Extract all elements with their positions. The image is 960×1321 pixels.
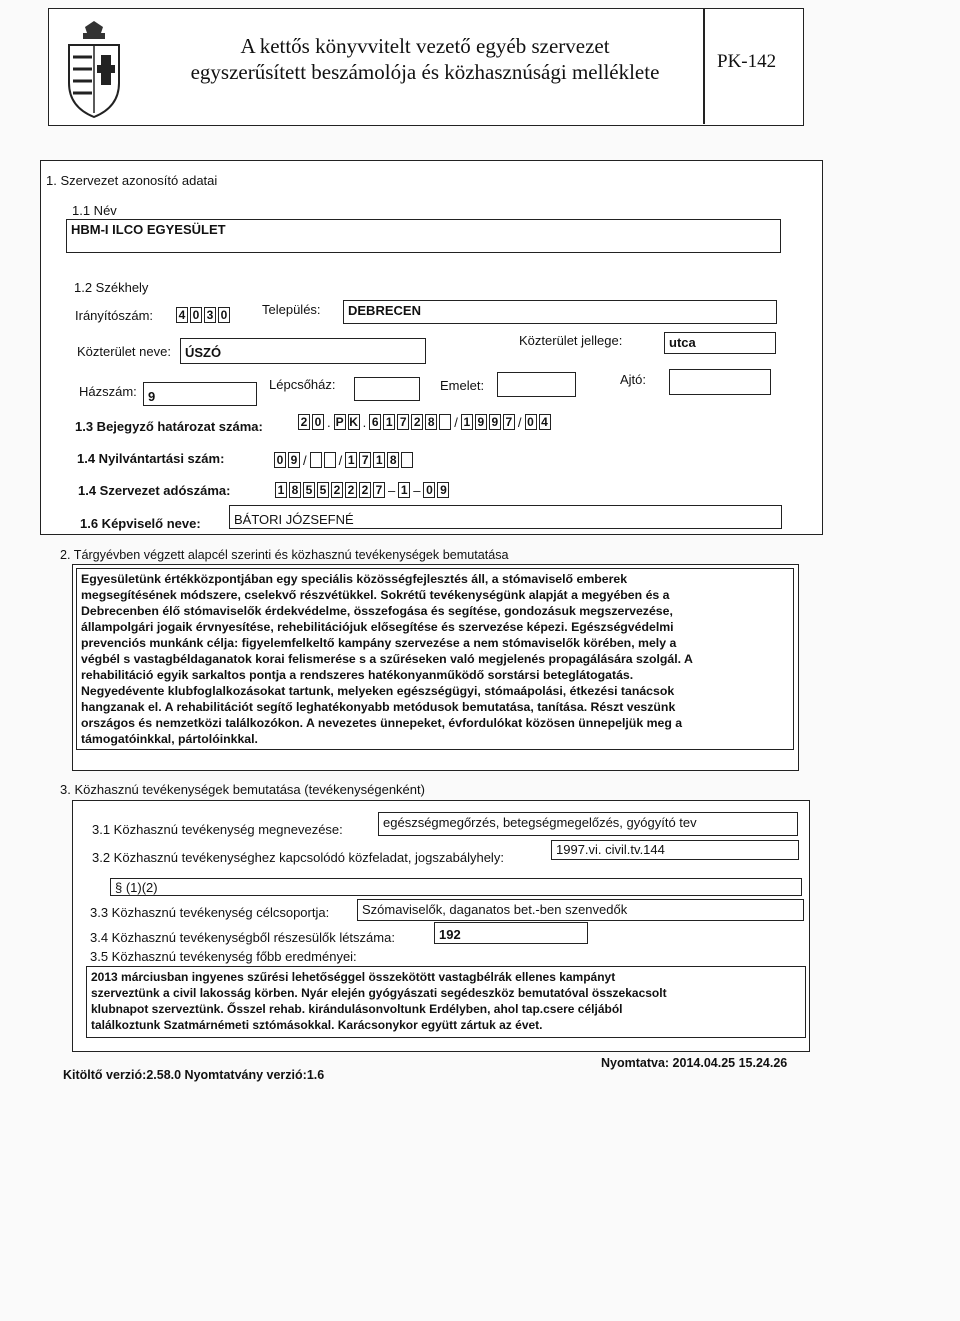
nyilv-cell: 8 — [387, 452, 399, 468]
section2-line: állampolgári jogaik érvnyesítése, rehebilitációjuk elősegítése és szervezése képezi. Egészségvédelmi — [81, 620, 674, 634]
reg-cell: 7 — [503, 414, 515, 430]
nyilv-cell: 7 — [359, 452, 371, 468]
zip-digit: 4 — [176, 307, 188, 323]
reg-separator: / — [517, 414, 522, 430]
reg-separator: . — [362, 414, 367, 430]
section2-line: országos és nemzetközi találkozókon. A nevezetes ünnepeket, évfordulókat közösen ünnepeljük meg a — [81, 716, 683, 730]
public-task-field[interactable] — [551, 840, 799, 860]
public-task-value-2: § (1)(2) — [115, 880, 158, 895]
reg-number-cells[interactable] — [298, 414, 551, 430]
reg-cell: 7 — [397, 414, 409, 430]
results-line: szerveztünk a civil lakosság körben. Nyár elején gyógyászati segédeszköz bemutatóval összekacsolt — [91, 986, 667, 1000]
house-value: 9 — [148, 389, 156, 404]
section2-line: hangzanak el. A rehabilitációt segítő leghatékonyabb metódusok bemutatása, tanítása. Részt veszünk — [81, 700, 676, 714]
reg-cell: 8 — [425, 414, 437, 430]
reg-cell: 6 — [369, 414, 381, 430]
form-title — [145, 33, 705, 85]
rep-value: BÁTORI JÓZSEFNÉ — [234, 512, 354, 527]
stair-field[interactable] — [354, 377, 420, 401]
public-task-field-2[interactable] — [110, 878, 802, 896]
street-type-label: Közterület jellege: — [519, 333, 623, 348]
name-field[interactable] — [66, 219, 781, 253]
section2-line: Egyesületünk értékközpontjában egy speciális közösségfejlesztés áll, a stómaviselő emberek — [81, 572, 628, 586]
version-info: Kitöltő verzió:2.58.0 Nyomtatvány verzió:1.6 — [63, 1068, 325, 1082]
tax-cell: 1 — [398, 482, 410, 498]
results-line: találkoztunk Szatmárnémeti sztómásokkal. Karácsonykor együtt zártuk az évet. — [91, 1018, 543, 1032]
beneficiary-count-value: 192 — [439, 927, 461, 942]
tax-cell: 2 — [345, 482, 357, 498]
tax-cell: 7 — [373, 482, 385, 498]
section2-line: Debrecenben élő stómaviselők érdekvédelme, összefogása és segítése, gondozásuk megszervezése, — [81, 604, 673, 618]
zip-digit: 0 — [190, 307, 202, 323]
zip-digit: 3 — [204, 307, 216, 323]
section2-line: végbél s vastagbéldaganatok korai felismerése s a szűréseken való megjelenés propagálására szolgál. A — [81, 652, 693, 666]
section2-title: 2. Tárgyévben végzett alapcél szerinti és közhasznú tevékenységek bemutatása — [60, 548, 509, 562]
tax-cell: 2 — [331, 482, 343, 498]
nyilv-cell: 9 — [288, 452, 300, 468]
tax-separator: – — [388, 482, 396, 498]
street-label: Közterület neve: — [77, 344, 171, 359]
reg-cell: 1 — [383, 414, 395, 430]
public-task-label: 3.2 Közhasznú tevékenységhez kapcsolódó közfeladat, jogszabályhely: — [92, 850, 504, 865]
beneficiary-count-field[interactable] — [434, 922, 588, 944]
tax-cell: 1 — [275, 482, 287, 498]
section2-line: megsegítésének módszere, cselekvő részvétükkel. Sokrétű tevékenységünk alapját a megyében és a — [81, 588, 670, 602]
house-field[interactable] — [143, 382, 257, 406]
nyilv-label: 1.4 Nyilvántartási szám: — [77, 451, 225, 466]
tax-cell: 2 — [359, 482, 371, 498]
nyilv-cell: 0 — [274, 452, 286, 468]
results-text-box[interactable] — [86, 966, 806, 1038]
reg-cell — [439, 414, 451, 430]
header-divider — [703, 9, 705, 124]
reg-cell: K — [349, 415, 358, 429]
street-type-value: utca — [669, 335, 696, 350]
seat-label: 1.2 Székhely — [74, 280, 149, 295]
activity-name-field[interactable] — [378, 812, 798, 836]
coat-of-arms-icon — [63, 21, 125, 119]
nyilv-cell — [401, 452, 413, 468]
tax-cell: 5 — [317, 482, 329, 498]
results-label: 3.5 Közhasznú tevékenység főbb eredményei: — [90, 949, 357, 964]
door-label: Ajtó: — [620, 372, 647, 387]
street-type-field[interactable] — [664, 332, 776, 354]
nyilv-separator: / — [338, 452, 343, 468]
tax-cell: 0 — [423, 482, 435, 498]
header-box — [48, 8, 804, 126]
nyilv-cell: 1 — [373, 452, 385, 468]
section2-line: prevenciós munkánk célja: figyelemfelkeltő kampány szervezése a nem stómaviselők körében, mely a — [81, 636, 677, 650]
city-value: DEBRECEN — [348, 303, 421, 318]
city-label: Település: — [262, 302, 321, 317]
form-code: PK-142 — [717, 51, 777, 72]
nyilv-number-cells[interactable] — [274, 452, 413, 468]
stair-label: Lépcsőház: — [269, 377, 336, 392]
form-title-line2: egyszerűsített beszámolója és közhasznúsági melléklete — [190, 60, 660, 84]
section1-title: 1. Szervezet azonosító adatai — [46, 173, 218, 188]
city-field[interactable] — [343, 300, 777, 324]
tax-separator: – — [413, 482, 421, 498]
tax-number-cells[interactable] — [275, 482, 449, 498]
reg-cell: 2 — [411, 414, 423, 430]
reg-cell: 4 — [539, 414, 551, 430]
reg-cell: P — [335, 415, 344, 429]
reg-label: 1.3 Bejegyző határozat száma: — [75, 419, 263, 434]
section2-line: rehabilitáció egyik sarkaltos pontja a rendszeres hatékonyanműködő sorstársi beteglátogatás. — [81, 668, 634, 682]
zip-label: Irányítószám: — [75, 308, 154, 323]
target-group-field[interactable] — [357, 899, 804, 921]
reg-cell: 9 — [475, 414, 487, 430]
activity-name-label: 3.1 Közhasznú tevékenység megnevezése: — [92, 822, 343, 837]
name-value: HBM-I ILCO EGYESÜLET — [71, 222, 226, 237]
beneficiary-count-label: 3.4 Közhasznú tevékenységből részesülők létszáma: — [90, 930, 395, 945]
nyilv-separator: / — [303, 452, 307, 468]
reg-cell: 1 — [461, 414, 473, 430]
section3-title: 3. Közhasznú tevékenységek bemutatása (tevékenységenként) — [60, 782, 425, 797]
zip-digit: 0 — [218, 307, 230, 323]
nyilv-cell: 1 — [345, 452, 357, 468]
rep-label: 1.6 Képviselő neve: — [80, 516, 201, 531]
tax-cell: 8 — [289, 482, 301, 498]
street-field[interactable] — [180, 338, 426, 364]
door-field[interactable] — [669, 369, 771, 395]
reg-cell: 9 — [489, 414, 501, 430]
target-group-label: 3.3 Közhasznú tevékenység célcsoportja: — [90, 905, 330, 920]
print-date: Nyomtatva: 2014.04.25 15.24.26 — [601, 1056, 788, 1070]
tax-cell: 5 — [303, 482, 315, 498]
floor-label: Emelet: — [440, 378, 485, 393]
name-label: 1.1 Név — [72, 203, 117, 218]
results-line: 2013 márciusban ingyenes szűrési lehetőséggel összekötött vastagbélrák ellenes kampányt — [91, 970, 616, 984]
nyilv-cell — [324, 452, 336, 468]
floor-field[interactable] — [497, 372, 576, 397]
tax-label: 1.4 Szervezet adószáma: — [78, 483, 231, 498]
form-title-line1: A kettős könyvvitelt vezető egyéb szervezet — [240, 34, 610, 58]
activity-name-value: egészségmegőrzés, betegségmegelőzés, gyógyító tev — [383, 815, 697, 830]
reg-separator: . — [327, 414, 331, 430]
rep-field[interactable] — [229, 505, 782, 529]
public-task-value: 1997.vi. civil.tv.144 — [556, 842, 665, 857]
section2-line: Negyedévente klubfoglalkozásokat tartunk, melyeken egészségügyi, stómaápolási, étkezési tanácsok — [81, 684, 675, 698]
house-label: Házszám: — [79, 384, 137, 399]
results-line: klubnapot szerveztünk. Ősszel rehab. kirándulásonvoltunk Erdélyben, ahol tap.csere céljából — [91, 1002, 623, 1016]
section2-line: támogatóinkkal, pártolóinkkal. — [81, 732, 258, 746]
zip-cells[interactable] — [176, 307, 230, 323]
street-value: ÚSZÓ — [185, 345, 222, 360]
tax-cell: 9 — [437, 482, 449, 498]
reg-cell: 0 — [312, 414, 324, 430]
reg-cell: 0 — [525, 414, 537, 430]
reg-separator: / — [454, 414, 458, 430]
section2-text-box[interactable] — [76, 568, 794, 750]
nyilv-cell — [310, 452, 322, 468]
target-group-value: Szómaviselők, daganatos bet.-ben szenvedők — [362, 902, 628, 917]
reg-cell: 2 — [298, 414, 310, 430]
